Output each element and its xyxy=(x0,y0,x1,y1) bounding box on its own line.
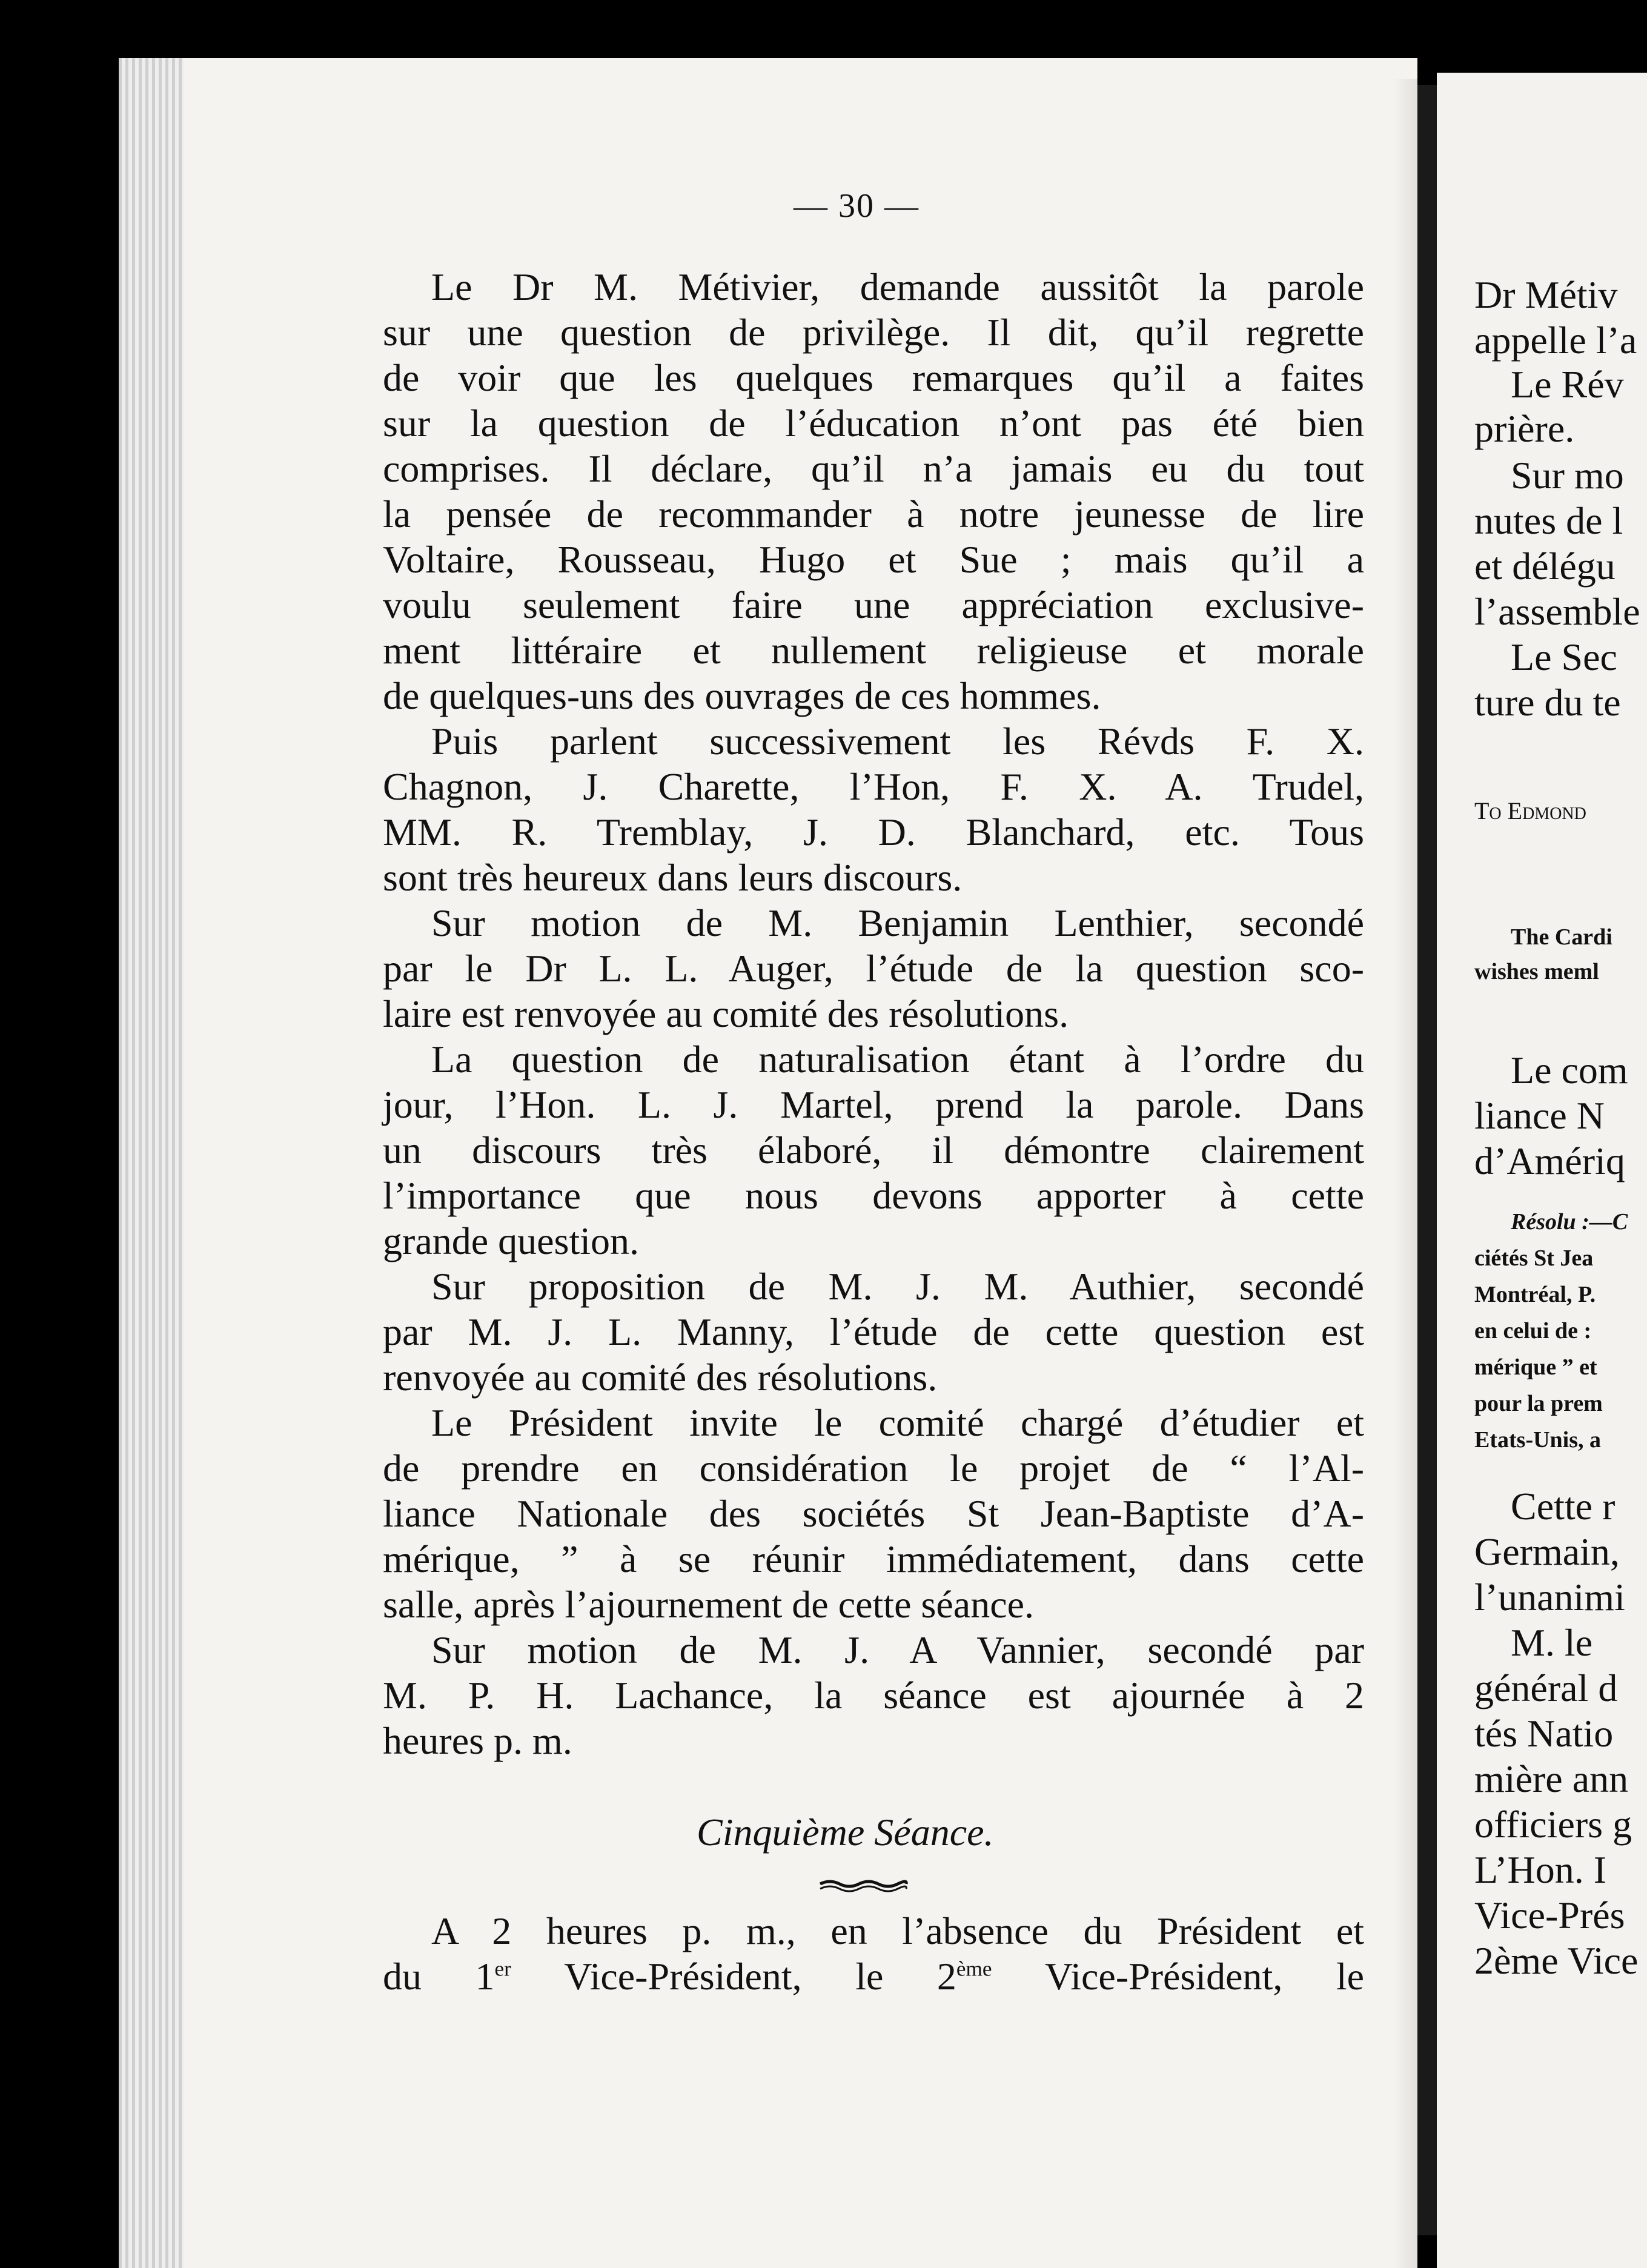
paragraph-line: sont très heureux dans leurs discours. xyxy=(383,856,963,899)
right-line: Montréal, P. xyxy=(1474,1282,1596,1307)
right-line: d’Amériq xyxy=(1474,1139,1625,1182)
right-line: Cette r xyxy=(1511,1485,1616,1528)
paragraph-line: Sur motion de M. Benjamin Lenthier, secondé xyxy=(431,901,1364,944)
paragraph-line: de voir que les quelques remarques qu’il a faites xyxy=(383,356,1364,399)
paragraph-line: ment littéraire et nullement religieuse et morale xyxy=(383,629,1364,672)
session-paragraph xyxy=(383,1908,1364,1999)
right-line: Résolu :—C xyxy=(1511,1209,1628,1235)
paragraph-line: comprises. Il déclare, qu’il n’a jamais eu du tout xyxy=(383,447,1364,490)
paragraph-line: A 2 heures p. m., en l’absence du Président et xyxy=(431,1909,1364,1952)
right-line: pour la prem xyxy=(1474,1391,1603,1416)
right-line: The Cardi xyxy=(1511,924,1612,950)
paragraph-line: mérique, ” à se réunir immédiatement, dans cette xyxy=(383,1537,1364,1580)
right-line: wishes meml xyxy=(1474,959,1599,984)
paragraph-line: grande question. xyxy=(383,1219,639,1262)
paragraph-line: Voltaire, Rousseau, Hugo et Sue ; mais qu’il a xyxy=(383,538,1364,581)
paragraph-line: laire est renvoyée au comité des résolutions. xyxy=(383,992,1069,1035)
paragraph-line: Puis parlent successivement les Révds F. X. xyxy=(431,720,1364,763)
right-line: Le com xyxy=(1511,1049,1628,1092)
paragraph-line: MM. R. Tremblay, J. D. Blanchard, etc. Tous xyxy=(383,811,1364,854)
ornament-divider xyxy=(818,1877,909,1894)
paragraph-line: du 1er Vice-Président, le 2ème Vice-Président, le xyxy=(383,1955,1365,1998)
paragraph-line: de prendre en considération le projet de “ l’Al- xyxy=(383,1447,1364,1490)
right-line: Vice-Prés xyxy=(1474,1894,1625,1937)
right-line: liance N xyxy=(1474,1094,1605,1137)
page-edge-strip xyxy=(119,58,184,2268)
paragraph-line: Sur proposition de M. J. M. Authier, secondé xyxy=(431,1265,1364,1308)
right-line: appelle l’a xyxy=(1474,319,1637,362)
right-line: l’unanimi xyxy=(1474,1576,1625,1619)
body-text xyxy=(383,264,1364,1763)
right-line: Etats-Unis, a xyxy=(1474,1427,1602,1453)
right-line: Dr Métiv xyxy=(1474,273,1618,316)
paragraph-line: heures p. m. xyxy=(383,1719,572,1762)
right-line: mérique ” et xyxy=(1474,1354,1597,1380)
paragraph-line: voulu seulement faire une appréciation exclusive- xyxy=(383,583,1364,626)
paragraph-line: un discours très élaboré, il démontre clairement xyxy=(383,1129,1364,1172)
paragraph-line: la pensée de recommander à notre jeunesse de lire xyxy=(383,492,1364,536)
right-line: Le Rév xyxy=(1511,363,1624,406)
gutter-shadow xyxy=(1393,79,1417,2268)
book-binding xyxy=(1417,85,1437,2235)
paragraph-line: sur une question de privilège. Il dit, qu’il regrette xyxy=(383,311,1364,354)
paragraph-line: La question de naturalisation étant à l’ordre du xyxy=(431,1038,1364,1081)
right-line: 2ème Vice xyxy=(1474,1939,1639,1982)
paragraph-line: de quelques-uns des ouvrages de ces hommes. xyxy=(383,674,1101,717)
paragraph-line: jour, l’Hon. L. J. Martel, prend la parole. Dans xyxy=(383,1083,1364,1126)
paragraph-line: M. P. H. Lachance, la séance est ajournée à 2 xyxy=(383,1674,1364,1717)
paragraph-line: par M. J. L. Manny, l’étude de cette question est xyxy=(383,1310,1364,1353)
right-line: officiers g xyxy=(1474,1803,1632,1846)
right-line: prière. xyxy=(1474,407,1575,450)
right-line: Sur mo xyxy=(1511,454,1624,497)
right-line: Germain, xyxy=(1474,1530,1620,1573)
page-number: — 30 — xyxy=(794,187,920,225)
right-line: mière ann xyxy=(1474,1757,1629,1800)
paragraph-line: Le Dr M. Métivier, demande aussitôt la parole xyxy=(431,265,1364,308)
right-line: l’assemble xyxy=(1474,590,1640,633)
paragraph-line: Sur motion de M. J. A Vannier, secondé par xyxy=(431,1628,1364,1671)
section-heading: Cinquième Séance. xyxy=(697,1811,994,1854)
paragraph-line: Chagnon, J. Charette, l’Hon, F. X. A. Trudel, xyxy=(383,765,1364,808)
paragraph-line: renvoyée au comité des résolutions. xyxy=(383,1356,938,1399)
paragraph-line: salle, après l’ajournement de cette séance. xyxy=(383,1583,1034,1626)
right-line: L’Hon. I xyxy=(1474,1848,1607,1891)
paragraph-line: liance Nationale des sociétés St Jean-Baptiste d’A- xyxy=(383,1492,1364,1535)
paragraph-line: sur la question de l’éducation n’ont pas été bien xyxy=(383,402,1364,445)
right-line: général d xyxy=(1474,1666,1618,1709)
right-line: ture du te xyxy=(1474,681,1621,724)
paragraph-line: par le Dr L. L. Auger, l’étude de la question sco- xyxy=(383,947,1364,990)
right-line: en celui de : xyxy=(1474,1318,1592,1344)
right-line: nutes de l xyxy=(1474,499,1623,542)
right-page xyxy=(1437,73,1647,2268)
right-line: M. le xyxy=(1511,1621,1593,1664)
right-line: tés Natio xyxy=(1474,1712,1614,1755)
right-line: Le Sec xyxy=(1511,635,1617,678)
right-line: To Edmond xyxy=(1474,797,1586,824)
right-line: et délégu xyxy=(1474,545,1616,588)
paragraph-line: l’importance que nous devons apporter à cette xyxy=(383,1174,1364,1217)
paragraph-line: Le Président invite le comité chargé d’étudier et xyxy=(431,1401,1364,1444)
right-line: ciétés St Jea xyxy=(1474,1245,1594,1271)
